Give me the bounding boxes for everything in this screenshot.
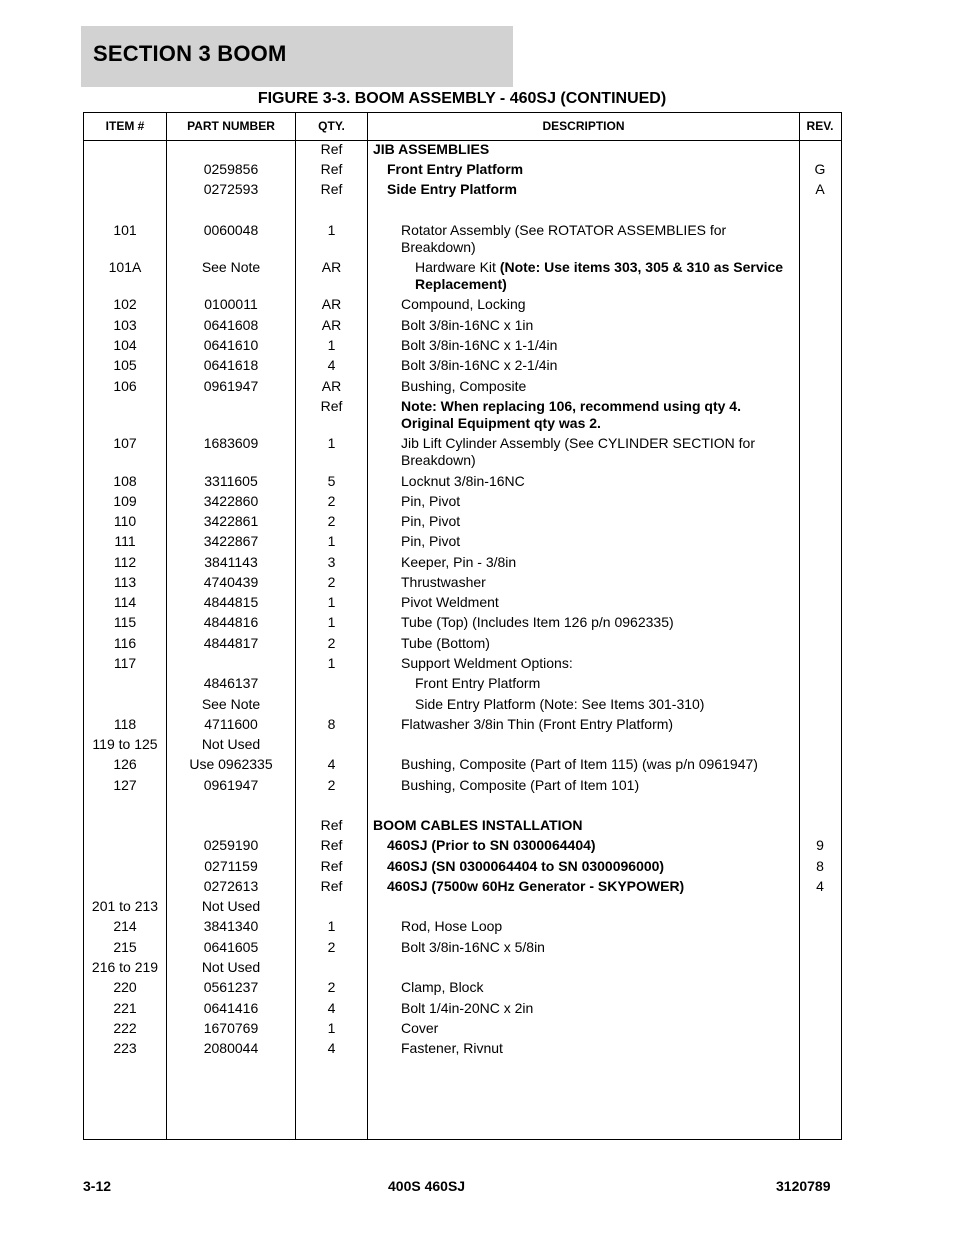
item-number: 108: [113, 473, 137, 489]
table-row: [84, 533, 841, 550]
item-number: 201 to 213: [91, 898, 159, 914]
description: [415, 696, 797, 713]
part-number: 3841340: [203, 918, 259, 934]
description-bold-text: Front Entry Platform: [387, 161, 524, 177]
part-number: Use 0962335: [189, 756, 273, 772]
description-text: Side Entry Platform (Note: See Items 301-310): [415, 696, 705, 712]
table-row: [84, 817, 841, 834]
item-number: 109: [113, 493, 137, 509]
part-number: Not Used: [201, 898, 261, 914]
description-text: Flatwasher 3/8in Thin (Front Entry Platform): [401, 716, 674, 732]
item-number: 107: [113, 435, 137, 451]
table-row: [84, 979, 841, 996]
table-row: [84, 939, 841, 956]
description: [401, 939, 797, 956]
part-number: Not Used: [201, 736, 261, 752]
part-number: 0561237: [203, 979, 259, 995]
description-text: Bushing, Composite (Part of Item 101): [401, 777, 640, 793]
part-number: 0259190: [203, 837, 259, 853]
item-number: 127: [113, 777, 137, 793]
item-number: 220: [113, 979, 137, 995]
part-number: 0259856: [203, 161, 259, 177]
part-number: 0272613: [203, 878, 259, 894]
table-row: [84, 337, 841, 354]
quantity: 1: [327, 337, 336, 353]
quantity: Ref: [320, 858, 343, 874]
part-number: 3311605: [204, 473, 258, 489]
quantity: 1: [327, 655, 336, 671]
description: [415, 675, 797, 692]
description-text: Keeper, Pin - 3/8in: [401, 554, 517, 570]
quantity: AR: [321, 259, 342, 275]
footer-doc-number: 3120789: [776, 1178, 831, 1194]
quantity: 5: [327, 473, 336, 489]
description: [401, 716, 797, 733]
quantity: 4: [327, 1000, 336, 1016]
part-number: 0641610: [203, 337, 259, 353]
item-number: 118: [113, 716, 137, 732]
description: [387, 858, 797, 875]
table-row: [84, 736, 841, 753]
item-number: 115: [113, 614, 137, 630]
description: [401, 493, 797, 510]
description: [373, 141, 797, 158]
description-text: Support Weldment Options:: [401, 655, 573, 671]
part-number: 1683609: [203, 435, 259, 451]
part-number: 0100011: [204, 296, 258, 312]
description: [401, 574, 797, 591]
description: [401, 918, 797, 935]
description-bold-text: Side Entry Platform: [387, 181, 517, 197]
part-number: 0641416: [203, 1000, 259, 1016]
header-rev: REV.: [806, 119, 834, 133]
quantity: 1: [327, 1020, 336, 1036]
table-row: [84, 574, 841, 591]
description-text: Thrustwasher: [401, 574, 486, 590]
description: [415, 259, 797, 293]
quantity: 1: [327, 435, 336, 451]
description: [401, 655, 797, 672]
table-row: [84, 959, 841, 976]
quantity: Ref: [320, 141, 343, 157]
description-text: Pivot Weldment: [401, 594, 499, 610]
item-number: 214: [113, 918, 137, 934]
quantity: AR: [321, 317, 342, 333]
table-row: [84, 898, 841, 915]
description: [401, 398, 797, 432]
part-number: 0272593: [203, 181, 259, 197]
description-text: Bolt 3/8in-16NC x 1-1/4in: [401, 337, 558, 353]
table-row: [84, 317, 841, 334]
quantity: AR: [321, 296, 342, 312]
item-number: 101A: [108, 259, 142, 275]
description-text: Bolt 3/8in-16NC x 2-1/4in: [401, 357, 558, 373]
part-number: 0961947: [203, 777, 259, 793]
description-text: Tube (Top) (Includes Item 126 p/n 0962335): [401, 614, 674, 630]
quantity: 1: [327, 533, 336, 549]
item-number: 221: [113, 1000, 137, 1016]
part-number: 4711600: [204, 716, 258, 732]
description: [401, 1020, 797, 1037]
quantity: AR: [321, 378, 342, 394]
item-number: 103: [113, 317, 137, 333]
item-number: 116: [113, 635, 137, 651]
description: [387, 837, 797, 854]
table-row: [84, 777, 841, 794]
part-number: Not Used: [201, 959, 261, 975]
description-text: Cover: [401, 1020, 439, 1036]
item-number: 113: [113, 574, 137, 590]
table-row: [84, 513, 841, 530]
description-text: Locknut 3/8in-16NC: [401, 473, 525, 489]
description: [401, 378, 797, 395]
table-row: [84, 181, 841, 198]
description-text: Bolt 3/8in-16NC x 5/8in: [401, 939, 545, 955]
quantity: 8: [327, 716, 336, 732]
table-row: [84, 1000, 841, 1017]
part-number: 0641608: [203, 317, 259, 333]
table-row: [84, 493, 841, 510]
description: [401, 533, 797, 550]
description: [401, 594, 797, 611]
item-number: 117: [113, 655, 137, 671]
revision: G: [814, 161, 826, 177]
section-title: SECTION 3 BOOM: [93, 41, 287, 66]
table-row: [84, 756, 841, 773]
quantity: Ref: [320, 181, 343, 197]
description: [401, 777, 797, 794]
description: [387, 878, 797, 895]
description: [401, 756, 797, 773]
description: [401, 317, 797, 334]
item-number: 110: [113, 513, 137, 529]
part-number: 3422860: [203, 493, 259, 509]
description-text: Pin, Pivot: [401, 533, 461, 549]
description-bold-text: Note: When replacing 106, recommend using qty 4. Original Equipment qty was 2.: [401, 398, 741, 431]
figure-title: FIGURE 3-3. BOOM ASSEMBLY - 460SJ (CONTINUED): [257, 90, 667, 107]
description: [401, 1000, 797, 1017]
table-row: [84, 716, 841, 733]
item-number: 216 to 219: [91, 959, 159, 975]
part-number: 0641618: [203, 357, 259, 373]
description-text: Clamp, Block: [401, 979, 484, 995]
description-text: Pin, Pivot: [401, 493, 461, 509]
description-text: Bolt 3/8in-16NC x 1in: [401, 317, 534, 333]
table-row: [84, 473, 841, 490]
item-number: 114: [113, 594, 137, 610]
quantity: 2: [327, 979, 336, 995]
item-number: 102: [113, 296, 137, 312]
quantity: 2: [327, 939, 336, 955]
table-row: [84, 398, 841, 432]
table-row: [84, 222, 841, 256]
description: [401, 635, 797, 652]
item-number: 215: [113, 939, 137, 955]
part-number: 0961947: [203, 378, 259, 394]
description-bold-text: BOOM CABLES INSTALLATION: [373, 817, 583, 833]
part-number: 2080044: [203, 1040, 259, 1056]
description: [401, 435, 797, 469]
item-number: 105: [113, 357, 137, 373]
description-text: Hardware Kit: [415, 259, 500, 275]
quantity: 4: [327, 357, 336, 373]
quantity: Ref: [320, 878, 343, 894]
quantity: 2: [327, 777, 336, 793]
item-number: 222: [113, 1020, 137, 1036]
quantity: 4: [327, 1040, 336, 1056]
table-row: [84, 614, 841, 631]
description-text: Bushing, Composite: [401, 378, 527, 394]
description: [401, 614, 797, 631]
description-text: Bushing, Composite (Part of Item 115) (was p/n 0961947): [401, 756, 758, 772]
item-number: 126: [113, 756, 137, 772]
table-row: [84, 837, 841, 854]
description-text: Front Entry Platform: [415, 675, 541, 691]
description: [401, 979, 797, 996]
part-number: 4844815: [203, 594, 259, 610]
table-row: [84, 141, 841, 158]
revision: A: [815, 181, 825, 197]
table-row: [84, 1040, 841, 1057]
quantity: Ref: [320, 161, 343, 177]
description-text: Bolt 1/4in-20NC x 2in: [401, 1000, 534, 1016]
table-row: [84, 655, 841, 672]
part-number: 3422861: [203, 513, 259, 529]
item-number: 106: [113, 378, 137, 394]
part-number: 0060048: [203, 222, 259, 238]
table-row: [84, 594, 841, 611]
table-row: [84, 378, 841, 395]
footer-page-number: 3-12: [83, 1178, 112, 1194]
table-row: [84, 435, 841, 469]
item-number: 104: [113, 337, 137, 353]
footer-model: 400S 460SJ: [388, 1178, 466, 1194]
description: [401, 473, 797, 490]
revision: 4: [816, 878, 824, 894]
description: [401, 554, 797, 571]
description-text: Rod, Hose Loop: [401, 918, 503, 934]
part-number: See Note: [201, 696, 261, 712]
quantity: Ref: [320, 398, 343, 414]
description: [387, 181, 797, 198]
table-row: [84, 161, 841, 178]
description-bold-text: 460SJ (Prior to SN 0300064404): [387, 837, 596, 853]
part-number: See Note: [201, 259, 261, 275]
part-number: 4844817: [203, 635, 259, 651]
description-bold-text: (Note: Use items 303, 305 & 310 as Service Replacement): [415, 259, 784, 292]
item-number: 101: [113, 222, 137, 238]
part-number: 0271159: [204, 858, 258, 874]
item-number: 111: [114, 533, 136, 549]
part-number: 3841143: [204, 554, 258, 570]
description: [401, 222, 797, 256]
item-number: 112: [113, 554, 137, 570]
description: [401, 1040, 797, 1057]
table-row: [84, 918, 841, 935]
description-text: Pin, Pivot: [401, 513, 461, 529]
quantity: 2: [327, 513, 336, 529]
quantity: 2: [327, 493, 336, 509]
quantity: 2: [327, 574, 336, 590]
header-part-number: PART NUMBER: [187, 119, 275, 133]
revision: 8: [816, 858, 824, 874]
part-number: 4846137: [203, 675, 259, 691]
table-row: [84, 1020, 841, 1037]
header-item: ITEM #: [105, 119, 145, 133]
item-number: 119 to 125: [92, 736, 158, 752]
quantity: Ref: [320, 817, 343, 833]
table-row: [84, 259, 841, 293]
description: [373, 817, 797, 834]
table-row: [84, 554, 841, 571]
table-row: [84, 675, 841, 692]
item-number: 223: [113, 1040, 137, 1056]
quantity: 1: [327, 594, 336, 610]
part-number: 4740439: [203, 574, 259, 590]
quantity: 1: [327, 222, 336, 238]
quantity: 3: [327, 554, 336, 570]
quantity: 2: [327, 635, 336, 651]
description: [401, 296, 797, 313]
table-row: [84, 357, 841, 374]
parts-table: [83, 112, 842, 1140]
section-header: [81, 26, 513, 87]
description-text: Tube (Bottom): [401, 635, 490, 651]
quantity: 1: [327, 614, 336, 630]
description: [387, 161, 797, 178]
part-number: 1670769: [203, 1020, 259, 1036]
table-row: [84, 696, 841, 713]
description: [401, 357, 797, 374]
table-row: [84, 878, 841, 895]
header-description: DESCRIPTION: [542, 119, 625, 133]
revision: 9: [816, 837, 824, 853]
table-row: [84, 296, 841, 313]
description-text: Rotator Assembly (See ROTATOR ASSEMBLIES for Breakdown): [401, 222, 727, 255]
quantity: Ref: [320, 837, 343, 853]
description-bold-text: 460SJ (7500w 60Hz Generator - SKYPOWER): [387, 878, 685, 894]
description-bold-text: 460SJ (SN 0300064404 to SN 0300096000): [387, 858, 665, 874]
description-text: Compound, Locking: [401, 296, 526, 312]
header-qty: QTY.: [318, 119, 345, 133]
description-text: Jib Lift Cylinder Assembly (See CYLINDER SECTION for Breakdown): [401, 435, 755, 468]
quantity: 1: [327, 918, 336, 934]
description: [401, 337, 797, 354]
part-number: 3422867: [203, 533, 259, 549]
part-number: 0641605: [203, 939, 259, 955]
quantity: 4: [327, 756, 336, 772]
table-row: [84, 635, 841, 652]
description: [401, 513, 797, 530]
description-bold-text: JIB ASSEMBLIES: [373, 141, 490, 157]
table-row: [84, 858, 841, 875]
description-text: Fastener, Rivnut: [401, 1040, 503, 1056]
part-number: 4844816: [203, 614, 259, 630]
